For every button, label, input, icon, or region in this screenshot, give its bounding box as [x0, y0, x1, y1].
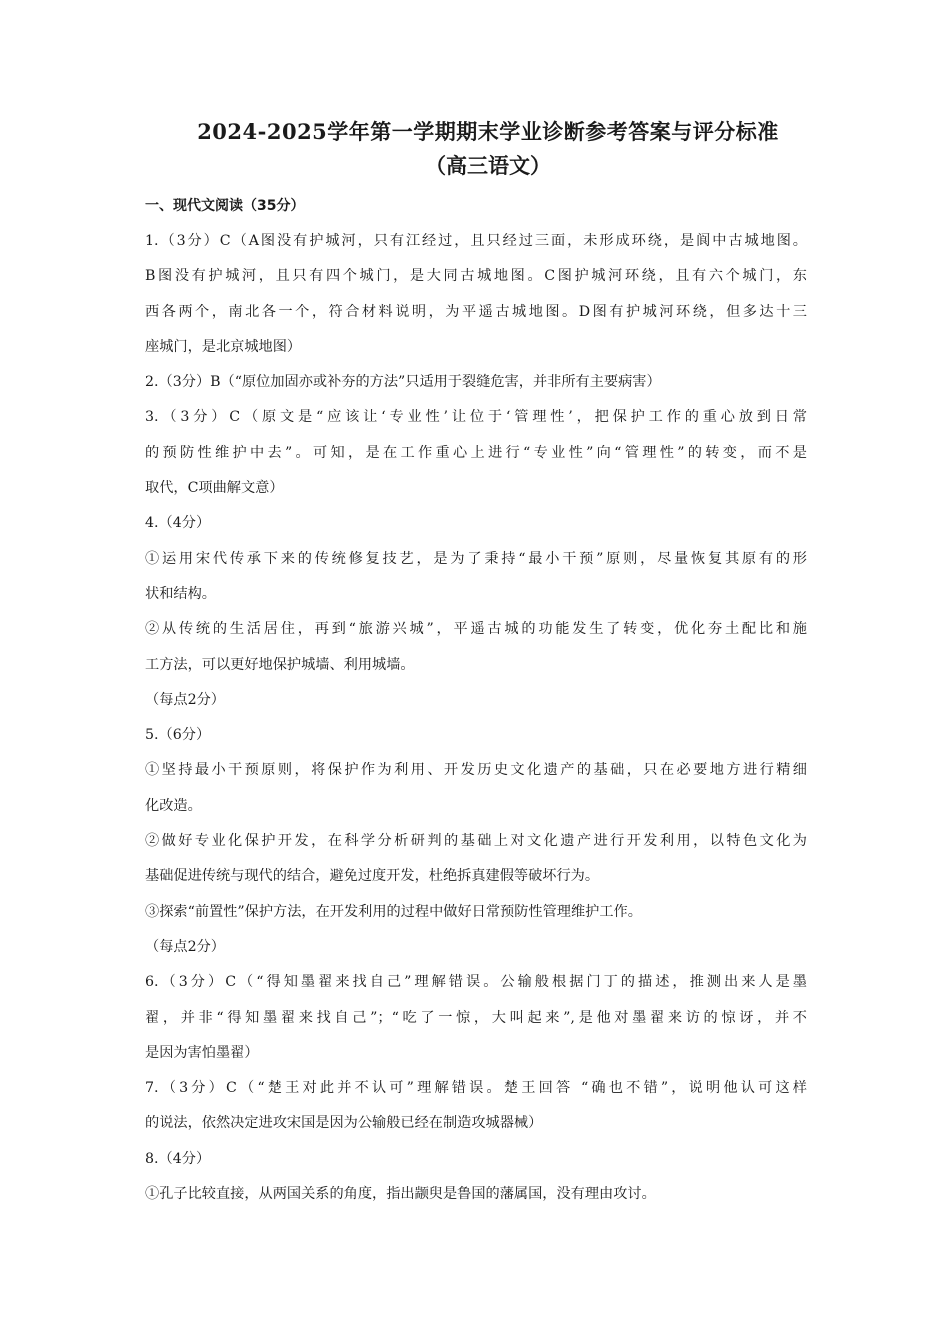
answer-line: 状和结构。	[145, 585, 216, 602]
section-heading: 一、现代文阅读（35分）	[145, 198, 305, 214]
answer-line: 基础促进传统与现代的结合，避免过度开发，杜绝拆真建假等破坏行为。	[145, 868, 600, 885]
answer-line: B图没有护城河，且只有四个城门，是大同古城地图。C图护城河环绕，且有六个城门，东	[145, 268, 807, 285]
answer-line: ①运用宋代传承下来的传统修复技艺，是为了秉持“最小干预”原则，尽量恢复其原有的形	[145, 550, 807, 567]
answer-line: ②做好专业化保护开发，在科学分析研判的基础上对文化遗产进行开发利用，以特色文化为	[145, 833, 807, 850]
answer-line: 8.（4分）	[145, 1150, 211, 1167]
scoring-note: （每点2分）	[145, 938, 225, 955]
answer-line: 5.（6分）	[145, 727, 211, 744]
answer-line: 3.（3分）C（原文是“应该让‘专业性’让位于‘管理性’，把保护工作的重心放到日常	[145, 409, 807, 426]
answer-line: ②从传统的生活居住，再到“旅游兴城”，平遥古城的功能发生了转变，优化夯土配比和施	[145, 621, 807, 638]
answer-line: ①坚持最小干预原则，将保护作为利用、开发历史文化遗产的基础，只在必要地方进行精细	[145, 762, 807, 779]
scoring-note: （每点2分）	[145, 691, 225, 708]
answer-line: ③探索“前置性”保护方法，在开发利用的过程中做好日常预防性管理维护工作。	[145, 903, 642, 920]
document-subtitle: （高三语文）	[425, 153, 551, 178]
answer-line: 4.（4分）	[145, 515, 211, 532]
answer-line: 1.（3分）C（A图没有护城河，只有江经过，且只经过三面，未形成环绕，是阆中古城地图。	[145, 233, 807, 249]
answer-line: ①孔子比较直接，从两国关系的角度，指出颛臾是鲁国的藩属国，没有理由攻讨。	[145, 1186, 656, 1203]
answer-line: 座城门，是北京城地图）	[145, 338, 302, 355]
answer-line: 2.（3分）B（“原位加固亦或补夯的方法”只适用于裂缝危害，并非所有主要病害）	[145, 374, 661, 391]
answer-line: 的预防性维护中去”。可知，是在工作重心上进行“专业性”向“管理性”的转变，而不是	[145, 444, 807, 461]
answer-line: 7.（3分）C（“楚王对此并不认可”理解错误。楚王回答 “确也不错”，说明他认可这样	[145, 1080, 807, 1097]
answer-line: 西各两个，南北各一个，符合材料说明，为平遥古城地图。D图有护城河环绕，但多达十三	[145, 303, 807, 320]
document-title: 2024-2025学年第一学期期末学业诊断参考答案与评分标准	[197, 119, 779, 144]
answer-line: 工方法，可以更好地保护城墙、利用城墙。	[145, 656, 415, 673]
answer-line: 6.（3分）C（“得知墨翟来找自己”理解错误。公输般根据门丁的描述，推测出来人是墨	[145, 974, 807, 991]
answer-line: 的说法，依然决定进攻宋国是因为公输般已经在制造攻城器械）	[145, 1115, 543, 1132]
answer-line: 是因为害怕墨翟）	[145, 1044, 259, 1061]
answer-line: 化改造。	[145, 797, 202, 814]
document-page	[145, 115, 807, 1212]
answer-line: 取代，C项曲解文意）	[145, 480, 284, 497]
answer-line: 翟，并非“得知墨翟来找自己”；“吃了一惊，大叫起来”,是他对墨翟来访的惊讶，并不	[145, 1009, 807, 1026]
